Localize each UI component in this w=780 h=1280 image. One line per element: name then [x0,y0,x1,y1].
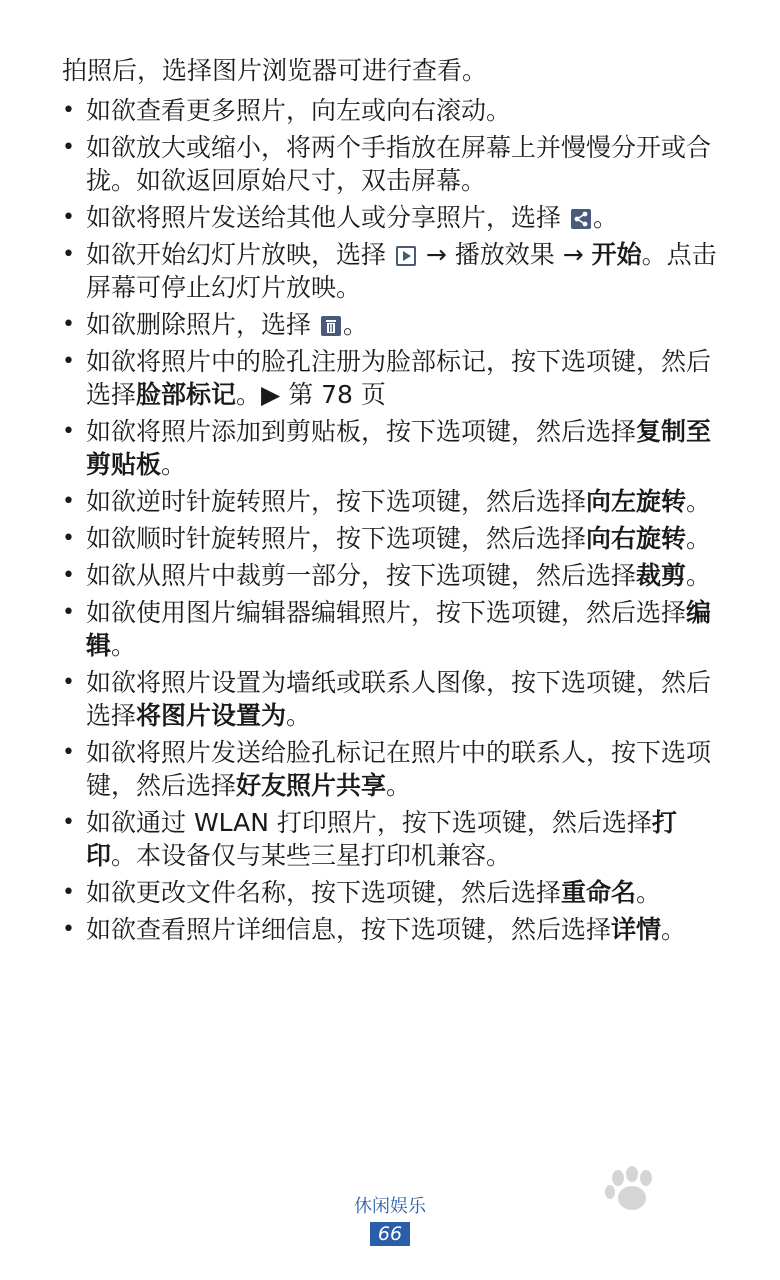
item-text: 。 [592,203,618,232]
item-text: 。 [636,878,662,907]
item-text: 。 [286,701,312,730]
page-content [62,54,722,950]
item-text: 如欲查看照片详细信息，按下选项键，然后选择 [86,915,612,944]
item-text: 。 [111,631,137,660]
item-text: 。 [342,310,368,339]
item-text: 如欲将照片设置为墙纸或联系人图像，按下选项键，然后选择 [86,668,712,730]
item-text: 如欲使用图片编辑器编辑照片，按下选项键，然后选择 [86,598,687,627]
list-item [62,666,722,732]
item-text: 。 [661,915,687,944]
list-item [62,559,722,592]
item-text: 。本设备仅与某些三星打印机兼容。 [111,841,512,870]
item-text: 如欲更改文件名称，按下选项键，然后选择 [86,878,562,907]
menu-option-label: 向左旋转 [586,487,687,516]
item-text: 如欲将照片发送给其他人或分享照片，选择 [86,203,569,232]
play-icon [396,241,416,261]
list-item [62,806,722,872]
menu-option-label: 编辑 [86,598,712,660]
item-text: → 播放效果 → [417,240,592,269]
list-item [62,345,722,411]
list-item [62,736,722,802]
menu-option-label: 将图片设置为 [136,701,287,730]
list-item [62,913,722,946]
list-item [62,94,722,127]
item-text: 。点击屏幕可停止幻灯片放映。 [86,240,717,302]
page-number: 66 [370,1222,410,1246]
menu-option-label: 向右旋转 [586,524,687,553]
item-text: 。 [686,561,712,590]
item-text: 如欲从照片中裁剪一部分，按下选项键，然后选择 [86,561,637,590]
item-text: 。 [161,450,187,479]
section-name: 休闲娱乐 [354,1196,426,1217]
intro-text: 拍照后，选择图片浏览器可进行查看。 [62,56,488,85]
menu-option-label: 开始 [591,240,642,269]
list-item [62,596,722,662]
menu-option-label: 脸部标记 [136,380,237,409]
item-text: 。 [686,524,712,553]
menu-option-label: 复制至剪贴板 [86,417,712,479]
list-item [62,876,722,909]
list-item [62,308,722,341]
menu-option-label: 裁剪 [636,561,687,590]
item-text: 如欲顺时针旋转照片，按下选项键，然后选择 [86,524,587,553]
list-item [62,131,722,197]
menu-option-label: 好友照片共享 [236,771,387,800]
item-text: 如欲逆时针旋转照片，按下选项键，然后选择 [86,487,587,516]
list-item [62,201,722,234]
menu-option-label: 详情 [611,915,662,944]
item-text: 如欲将照片发送给脸孔标记在照片中的联系人，按下选项键，然后选择 [86,738,712,800]
item-text: 如欲开始幻灯片放映，选择 [86,240,394,269]
item-text: 如欲查看更多照片，向左或向右滚动。 [86,96,512,125]
list-item [62,485,722,518]
item-text: 如欲删除照片，选择 [86,310,319,339]
baidu-watermark-logo [548,1160,748,1260]
list-item [62,415,722,481]
list-item [62,238,722,304]
item-text: 如欲将照片中的脸孔注册为脸部标记，按下选项键，然后选择 [86,347,712,409]
item-text: 如欲放大或缩小，将两个手指放在屏幕上并慢慢分开或合拢。如欲返回原始尺寸，双击屏幕。 [86,133,712,195]
menu-option-label: 重命名 [561,878,637,907]
item-text: 。▶ 第 78 页 [236,380,386,409]
instruction-list [62,94,722,946]
share-icon [571,204,591,224]
item-text: 。 [386,771,412,800]
menu-option-label: 打印 [86,808,677,870]
list-item [62,522,722,555]
delete-icon [321,311,341,331]
item-text: 如欲将照片添加到剪贴板，按下选项键，然后选择 [86,417,637,446]
item-text: 。 [686,487,712,516]
item-text: 如欲通过 WLAN 打印照片，按下选项键，然后选择 [86,808,652,837]
